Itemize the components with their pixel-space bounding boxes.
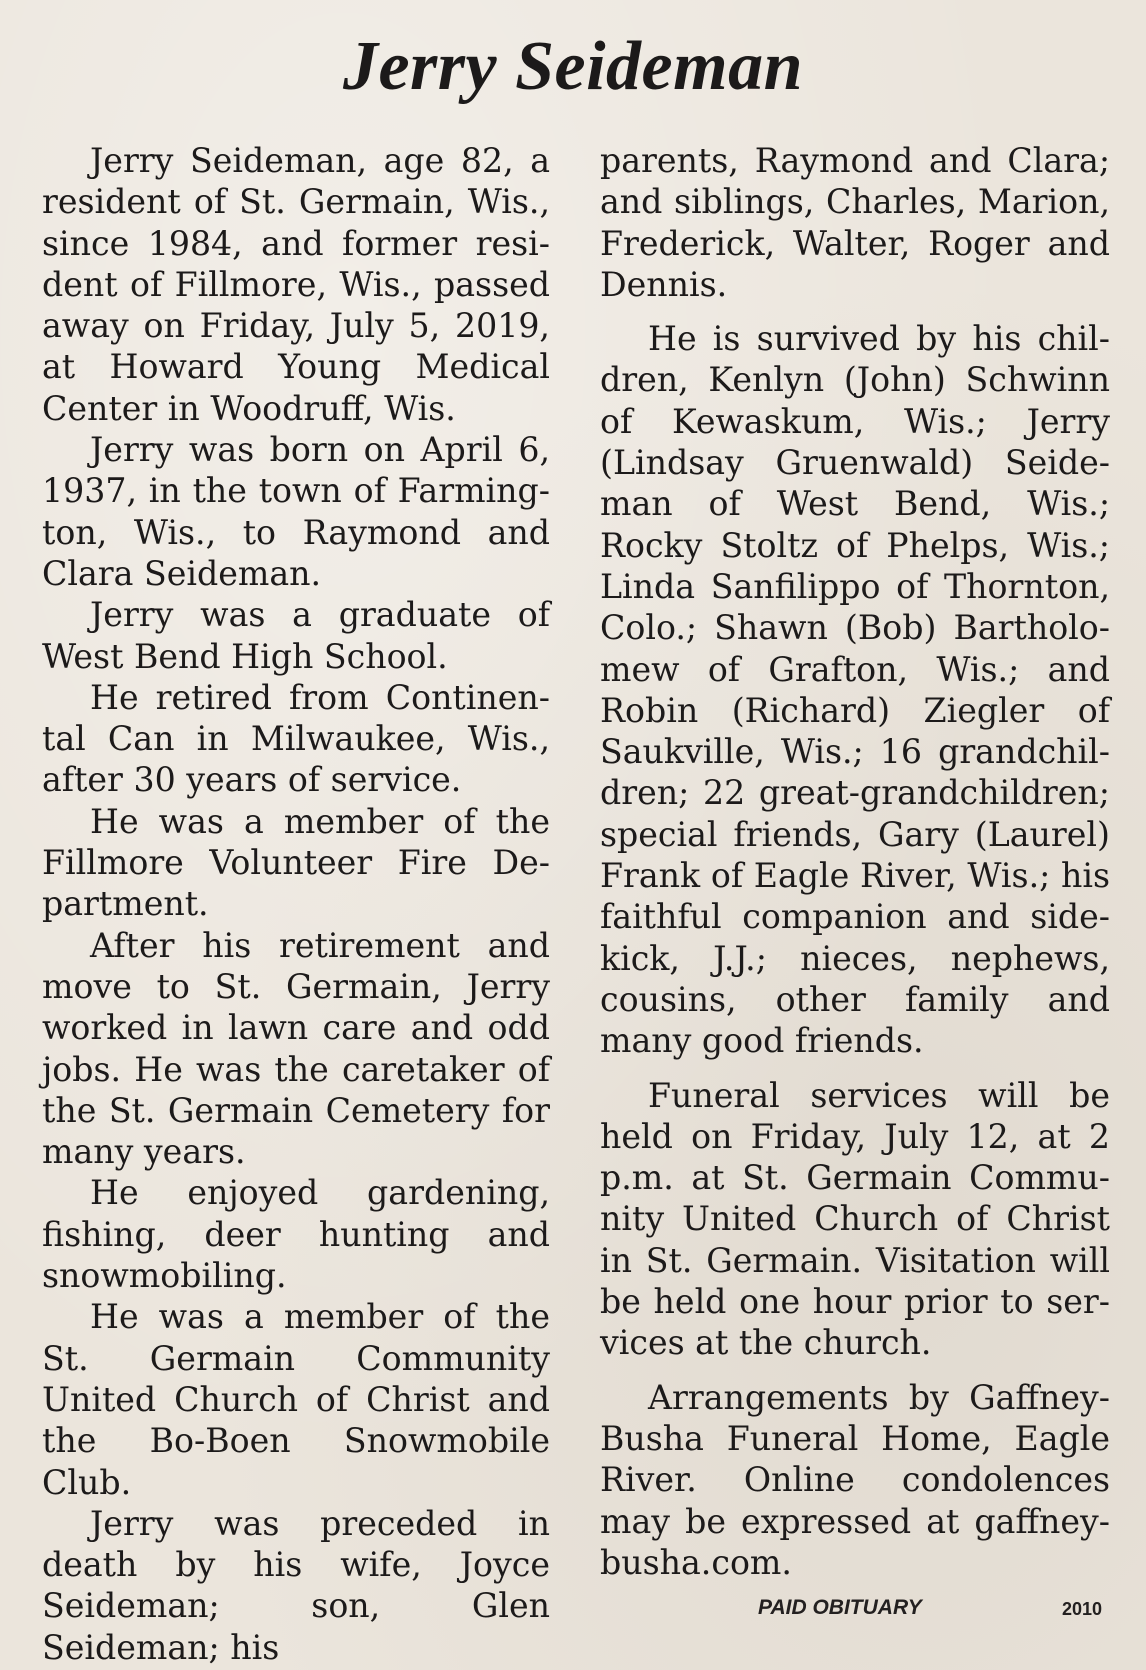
paragraph-church: He was a member of the St. Germain Community United Church of Christ and the Bo-Boen Snowmobile Club. xyxy=(42,1297,550,1502)
paragraph-hobbies: He enjoyed gardening, fishing, deer hunting and snowmobiling. xyxy=(42,1173,550,1296)
obituary-title: Jerry Seideman xyxy=(342,28,804,105)
paragraph-career: He retired from Continental Can in Milwaukee, Wis., after 30 years of service. xyxy=(42,677,550,800)
left-column xyxy=(42,140,550,1668)
ad-code: 2010 xyxy=(1062,1599,1103,1619)
paid-obituary-label: PAID OBITUARY xyxy=(758,1596,922,1619)
paragraph-retirement: After his retirement and move to St. Germain, Jerry worked in lawn care and odd jobs. He was the caretaker of the St. Germain Cemetery for many years. xyxy=(42,925,550,1172)
paragraph-preceded-continued: parents, Raymond and Clara; and siblings, Charles, Marion, Frederick, Walter, Roger and Dennis. xyxy=(600,141,1110,304)
right-column xyxy=(600,140,1110,1583)
paragraph-fire-department: He was a member of the Fillmore Volunteer Fire Department. xyxy=(42,801,550,924)
paragraph-funeral-services: Funeral services will be held on Friday, July 12, at 2 p.m. at St. Germain Community United Church of Christ in St. Germain. Visitation will be held one hour prior to services at the church. xyxy=(600,1075,1110,1363)
paragraph-preceded: Jerry was preceded in death by his wife, Joyce Seideman; son, Glen Seideman; his xyxy=(42,1503,550,1667)
paragraph-birth: Jerry was born on April 6, 1937, in the town of Farmington, Wis., to Raymond and Clara Seideman. xyxy=(42,430,550,593)
paragraph-survivors: He is survived by his children, Kenlyn (John) Schwinn of Kewaskum, Wis.; Jerry (Lindsay Gruenwald) Seideman of West Bend, Wis.; Rocky Stoltz of Phelps, Wis.; Linda Sanfilippo of Thornton, Colo.; Shawn (Bob) Bartholomew of Grafton, Wis.; and Robin (Richard) Ziegler of Saukville, Wis.; 16 grandchildren; 22 great-grandchildren; special friends, Gary (Laurel) Frank of Eagle River, Wis.; his faithful companion and sidekick, J.J.; nieces, nephews, cousins, other family and many good friends. xyxy=(600,319,1110,1061)
paragraph-arrangements: Arrangements by Gaffney-Busha Funeral Home, Eagle River. Online condolences may be expressed at gaffney-busha.com. xyxy=(600,1377,1110,1582)
paragraph-intro: Jerry Seideman, age 82, a resident of St. Germain, Wis., since 1984, and former resident of Fillmore, Wis., passed away on Friday, July 5, 2019, at Howard Young Medical Center in Woodruff, Wis. xyxy=(42,141,550,428)
paragraph-education: Jerry was a graduate of West Bend High School. xyxy=(42,595,550,676)
